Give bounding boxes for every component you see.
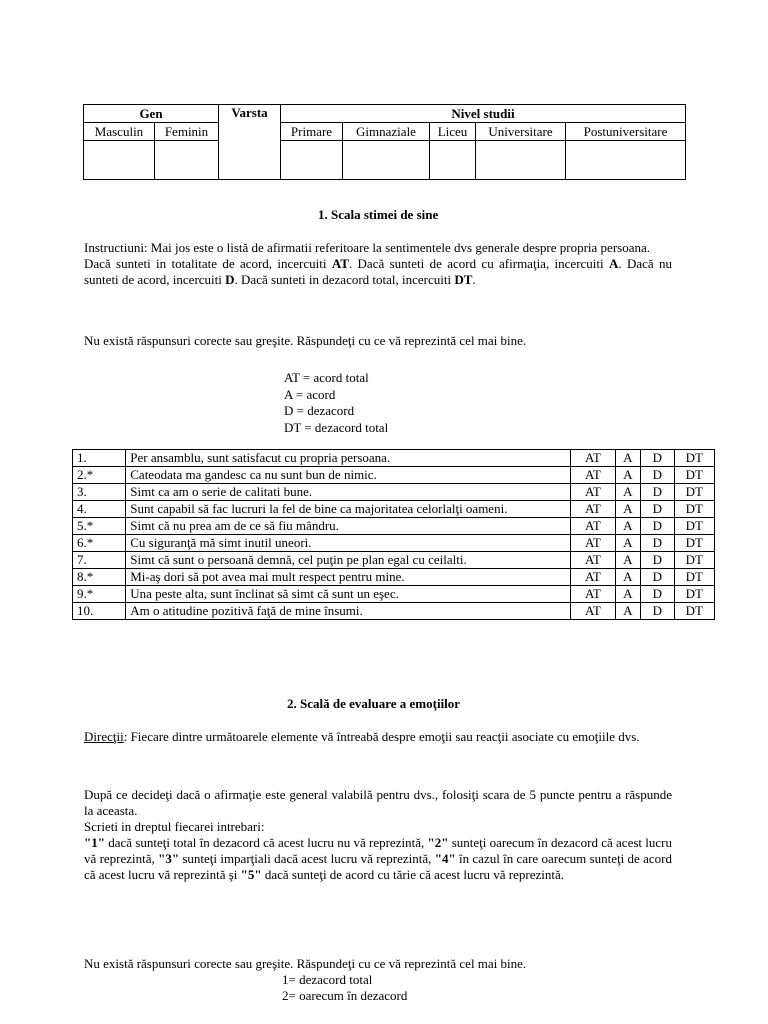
demographics-table bbox=[83, 104, 686, 180]
answer-option-a[interactable]: A bbox=[615, 484, 641, 501]
liceu-field[interactable] bbox=[430, 141, 476, 180]
item-statement: Simt ca am o serie de calitati bune. bbox=[126, 484, 571, 501]
item-row bbox=[73, 603, 715, 620]
item-statement: Am o atitudine pozitivă faţă de mine însumi. bbox=[126, 603, 571, 620]
section2-paragraph bbox=[84, 787, 672, 883]
answer-option-dt[interactable]: DT bbox=[674, 518, 714, 535]
answer-option-dt[interactable]: DT bbox=[674, 603, 714, 620]
answer-option-a[interactable]: A bbox=[615, 586, 641, 603]
item-row bbox=[73, 450, 715, 467]
item-number: 8.* bbox=[73, 569, 126, 586]
studii-liceu-label: Liceu bbox=[430, 123, 476, 141]
instructions-options: Dacă sunteti in totalitate de acord, incercuiti AT. Dacă sunteti de acord cu afirmaţia, incercuiti A. Dacă nu sunteti de acord, incercuiti D. Dacă sunteti in dezacord total, incercuiti DT. bbox=[84, 256, 673, 287]
item-number: 10. bbox=[73, 603, 126, 620]
item-statement: Sunt capabil să fac lucruri la fel de bine ca majoritatea celorlalţi oameni. bbox=[126, 501, 571, 518]
write-instruction: Scrieti in dreptul fiecarei intrebari: bbox=[84, 819, 265, 834]
answer-option-dt[interactable]: DT bbox=[674, 569, 714, 586]
answer-option-d[interactable]: D bbox=[641, 569, 674, 586]
masculin-label: Masculin bbox=[84, 123, 155, 141]
universitare-field[interactable] bbox=[476, 141, 566, 180]
answer-option-dt[interactable]: DT bbox=[674, 501, 714, 518]
studii-universitare-label: Universitare bbox=[476, 123, 566, 141]
answer-option-d[interactable]: D bbox=[641, 603, 674, 620]
answer-option-at[interactable]: AT bbox=[571, 450, 615, 467]
answer-option-d[interactable]: D bbox=[641, 518, 674, 535]
instructions-text: Instructiuni: Mai jos este o listă de afirmatii referitoare la sentimentele dvs generale despre propria persoana. bbox=[84, 240, 651, 255]
answer-option-a[interactable]: A bbox=[615, 603, 641, 620]
item-statement: Cateodata ma gandesc ca nu sunt bun de nimic. bbox=[126, 467, 571, 484]
section2-directions: Direcţii: Fiecare dintre următoarele elemente vă întreabă despre emoţii sau reacţii asociate cu emoţiile dvs. bbox=[84, 729, 640, 744]
item-row bbox=[73, 467, 715, 484]
answer-option-at[interactable]: AT bbox=[571, 535, 615, 552]
scale-1: 1= dezacord total bbox=[282, 972, 373, 987]
item-row bbox=[73, 586, 715, 603]
self-esteem-items-table bbox=[72, 449, 715, 620]
answer-option-dt[interactable]: DT bbox=[674, 484, 714, 501]
answer-option-d[interactable]: D bbox=[641, 586, 674, 603]
emotion-scale-legend bbox=[282, 972, 407, 1004]
item-statement: Simt că nu prea am de ce să fiu mândru. bbox=[126, 518, 571, 535]
answer-option-at[interactable]: AT bbox=[571, 603, 615, 620]
answer-option-d[interactable]: D bbox=[641, 467, 674, 484]
item-statement: Cu siguranţă mă simt inutil uneori. bbox=[126, 535, 571, 552]
studii-postuniversitare-label: Postuniversitare bbox=[566, 123, 686, 141]
answer-option-a[interactable]: A bbox=[615, 501, 641, 518]
section2-title: 2. Scală de evaluare a emoţiilor bbox=[287, 696, 461, 711]
nivel-studii-header: Nivel studii bbox=[281, 105, 686, 123]
item-number: 3. bbox=[73, 484, 126, 501]
answer-option-d[interactable]: D bbox=[641, 535, 674, 552]
scale-descriptions: "1" dacă sunteţi total în dezacord că acest lucru nu vă reprezintă, "2" sunteţi oarecum în dezacord că acest lucru vă reprezintă, "3" sunteţi imparţiali dacă acest lucru vă reprezintă, "4" în cazul în care oarecum sunteţi de acord că acest lucru vă reprezintă şi "5" dacă sunteţi de acord cu tărie că acest lucru vă reprezintă. bbox=[84, 835, 672, 882]
directions-label: Direcţii bbox=[84, 729, 124, 744]
gen-header: Gen bbox=[84, 105, 219, 123]
answer-option-at[interactable]: AT bbox=[571, 569, 615, 586]
postuniversitare-field[interactable] bbox=[566, 141, 686, 180]
answer-option-d[interactable]: D bbox=[641, 484, 674, 501]
answer-option-a[interactable]: A bbox=[615, 552, 641, 569]
masculin-field[interactable] bbox=[84, 141, 155, 180]
answer-option-a[interactable]: A bbox=[615, 518, 641, 535]
feminin-label: Feminin bbox=[155, 123, 219, 141]
item-statement: Una peste alta, sunt înclinat să simt că sunt un eşec. bbox=[126, 586, 571, 603]
scale-explanation: După ce decideţi dacă o afirmaţie este general valabilă pentru dvs., folosiţi scara de 5 puncte pentru a răspunde la aceasta. bbox=[84, 787, 672, 818]
answer-option-at[interactable]: AT bbox=[571, 586, 615, 603]
answer-option-d[interactable]: D bbox=[641, 501, 674, 518]
legend-at: AT = acord total bbox=[284, 370, 369, 385]
item-row bbox=[73, 484, 715, 501]
scale-2: 2= oarecum în dezacord bbox=[282, 988, 408, 1003]
answer-option-at[interactable]: AT bbox=[571, 518, 615, 535]
item-number: 4. bbox=[73, 501, 126, 518]
answer-option-a[interactable]: A bbox=[615, 450, 641, 467]
item-number: 9.* bbox=[73, 586, 126, 603]
item-statement: Simt că sunt o persoană demnă, cel puţin pe plan egal cu ceilalti. bbox=[126, 552, 571, 569]
varsta-header: Varsta bbox=[219, 105, 281, 180]
answer-option-d[interactable]: D bbox=[641, 552, 674, 569]
section1-instructions bbox=[84, 240, 672, 288]
legend-d: D = dezacord bbox=[284, 403, 355, 418]
item-number: 6.* bbox=[73, 535, 126, 552]
answer-option-a[interactable]: A bbox=[615, 569, 641, 586]
item-row bbox=[73, 501, 715, 518]
answer-option-dt[interactable]: DT bbox=[674, 467, 714, 484]
section1-title: 1. Scala stimei de sine bbox=[318, 207, 439, 222]
answer-option-at[interactable]: AT bbox=[571, 467, 615, 484]
item-row bbox=[73, 518, 715, 535]
item-number: 2.* bbox=[73, 467, 126, 484]
response-legend bbox=[284, 370, 388, 436]
item-number: 1. bbox=[73, 450, 126, 467]
item-number: 7. bbox=[73, 552, 126, 569]
section1-note: Nu există răspunsuri corecte sau greşite. Răspundeţi cu ce vă reprezintă cel mai bine. bbox=[84, 333, 527, 348]
answer-option-a[interactable]: A bbox=[615, 467, 641, 484]
feminin-field[interactable] bbox=[155, 141, 219, 180]
section2-note: Nu există răspunsuri corecte sau greşite. Răspundeţi cu ce vă reprezintă cel mai bine. bbox=[84, 956, 527, 971]
answer-option-a[interactable]: A bbox=[615, 535, 641, 552]
legend-a: A = acord bbox=[284, 386, 336, 402]
item-statement: Per ansamblu, sunt satisfacut cu propria persoana. bbox=[126, 450, 571, 467]
answer-option-dt[interactable]: DT bbox=[674, 450, 714, 467]
item-statement: Mi-aş dori să pot avea mai mult respect pentru mine. bbox=[126, 569, 571, 586]
primare-field[interactable] bbox=[281, 141, 343, 180]
answer-option-dt[interactable]: DT bbox=[674, 586, 714, 603]
studii-gimnaziale-label: Gimnaziale bbox=[343, 123, 430, 141]
item-row bbox=[73, 552, 715, 569]
answer-option-dt[interactable]: DT bbox=[674, 535, 714, 552]
gimnaziale-field[interactable] bbox=[343, 141, 430, 180]
item-row bbox=[73, 535, 715, 552]
item-number: 5.* bbox=[73, 518, 126, 535]
item-row bbox=[73, 569, 715, 586]
answer-option-dt[interactable]: DT bbox=[674, 552, 714, 569]
answer-option-at[interactable]: AT bbox=[571, 484, 615, 501]
answer-option-at[interactable]: AT bbox=[571, 501, 615, 518]
answer-option-at[interactable]: AT bbox=[571, 552, 615, 569]
studii-primare-label: Primare bbox=[281, 123, 343, 141]
answer-option-d[interactable]: D bbox=[641, 450, 674, 467]
legend-dt: DT = dezacord total bbox=[284, 419, 389, 435]
